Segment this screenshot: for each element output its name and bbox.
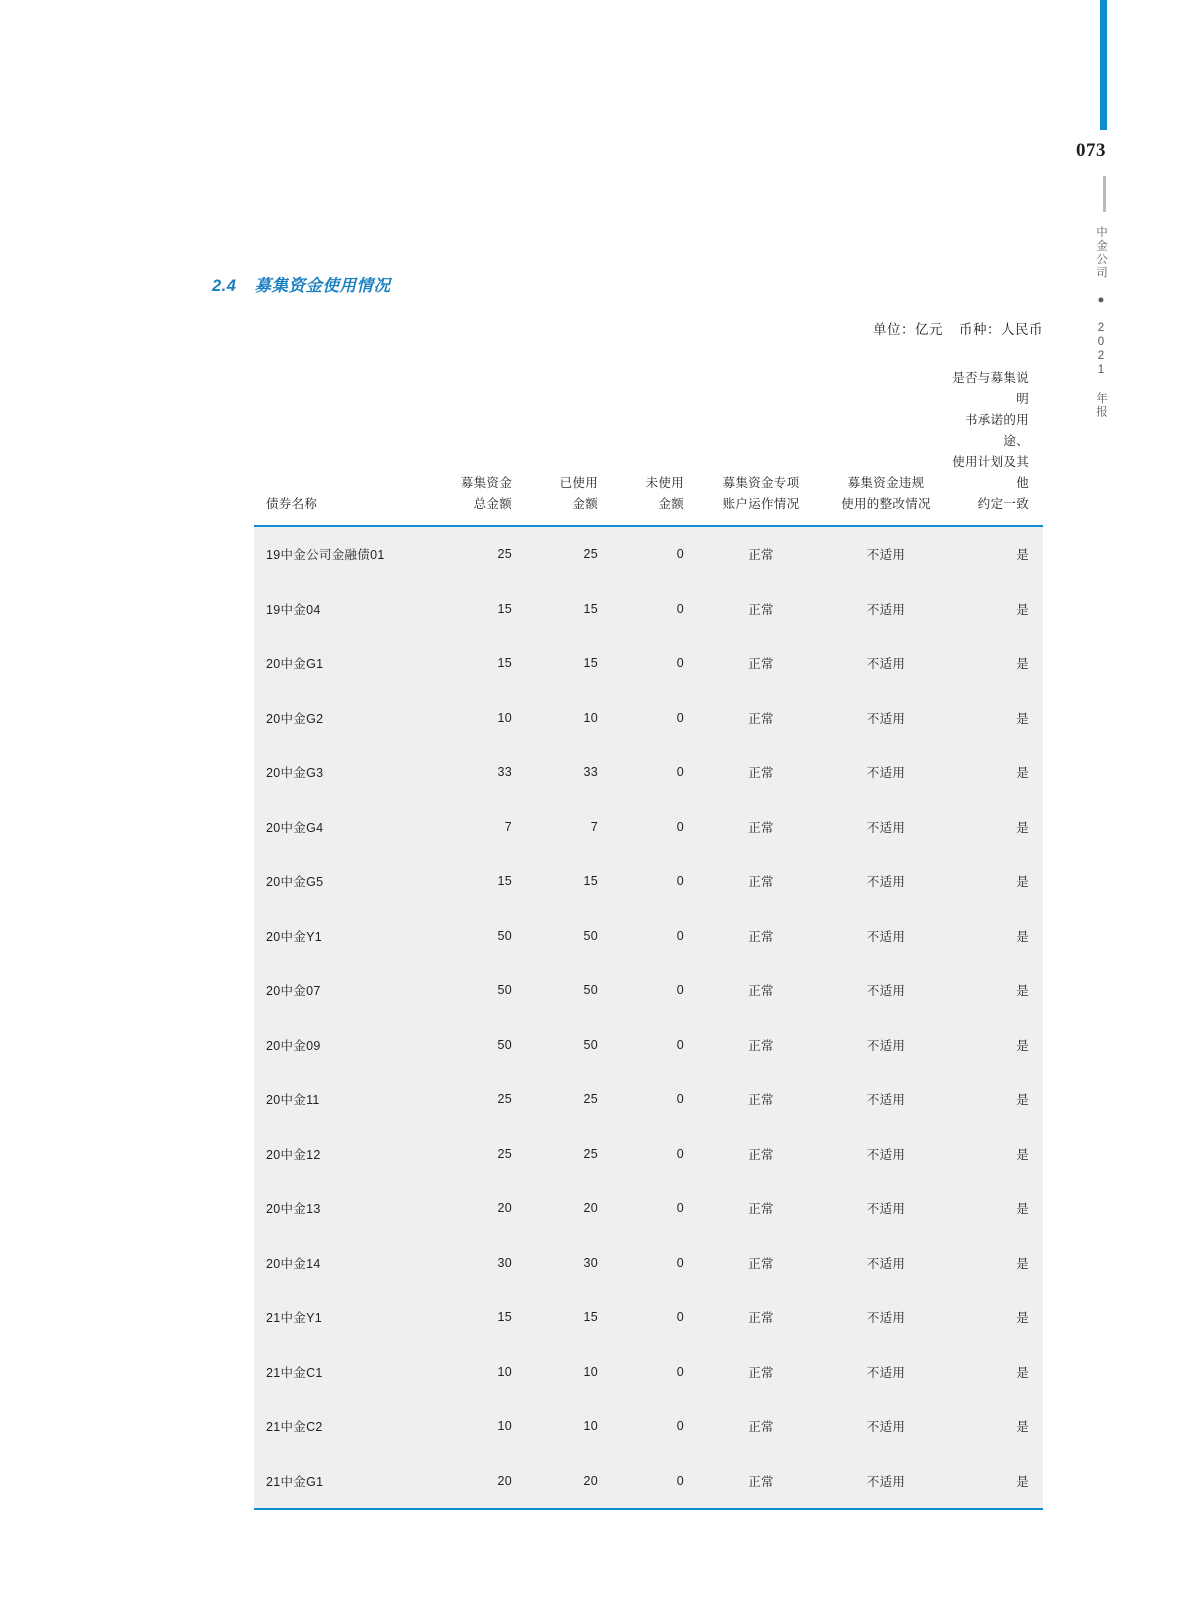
column-header-consistent-line1: 是否与募集说明: [952, 371, 1029, 406]
cell-total-raised: 33: [497, 765, 512, 780]
cell-total-raised: 10: [497, 710, 512, 725]
cell-consistent: 是: [1016, 875, 1029, 890]
cell-unused: 0: [676, 765, 684, 780]
cell-violation-rectify: 不适用: [866, 548, 906, 563]
cell-used: 10: [583, 1419, 598, 1434]
cell-consistent: 是: [1016, 929, 1029, 944]
cell-bond-name: 20中金09: [266, 1038, 321, 1053]
cell-unused: 0: [676, 1092, 684, 1107]
cell-used: 20: [583, 1201, 598, 1216]
table-row: [254, 1018, 1043, 1073]
cell-bond-name: 20中金G1: [266, 657, 324, 672]
cell-total-raised: 15: [497, 1310, 512, 1325]
cell-used: 25: [583, 547, 598, 562]
cell-unused: 0: [676, 656, 684, 671]
cell-unused: 0: [676, 1310, 684, 1325]
cell-violation-rectify: 不适用: [866, 711, 906, 726]
cell-bond-name: 20中金G2: [266, 711, 324, 726]
currency-label: 币种：人民币: [959, 322, 1043, 337]
column-header-account-status-line2: 账户运作情况: [722, 497, 800, 511]
cell-total-raised: 25: [497, 1146, 512, 1161]
cell-account-status: 正常: [748, 602, 774, 617]
column-header-unused: [612, 368, 698, 526]
cell-unused: 0: [676, 1146, 684, 1161]
cell-consistent: 是: [1016, 1420, 1029, 1435]
cell-violation-rectify: 不适用: [866, 1093, 906, 1108]
cell-total-raised: 15: [497, 601, 512, 616]
cell-used: 20: [526, 1454, 612, 1510]
side-note-company: 中金公司: [1095, 226, 1107, 280]
table-row: [254, 526, 1043, 582]
cell-unused: 0: [676, 983, 684, 998]
cell-consistent: 是: [1016, 1365, 1029, 1380]
table-row: [254, 1345, 1043, 1400]
cell-consistent: 是: [948, 1454, 1043, 1510]
cell-unused: 0: [676, 1419, 684, 1434]
cell-total-raised: 10: [497, 1364, 512, 1379]
table-header: [254, 368, 1043, 526]
cell-unused: 0: [676, 710, 684, 725]
cell-bond-name: 20中金12: [266, 1147, 321, 1162]
side-note-year: 2021 年报: [1095, 322, 1107, 419]
cell-used: 33: [583, 765, 598, 780]
cell-account-status: 正常: [698, 1454, 824, 1510]
cell-consistent: 是: [1016, 1038, 1029, 1053]
table-body: [254, 526, 1043, 1509]
column-header-consistent: [948, 368, 1043, 526]
cell-consistent: 是: [1016, 1256, 1029, 1271]
cell-bond-name: 21中金G1: [254, 1454, 430, 1510]
page-edge-rule: [1103, 176, 1106, 212]
cell-account-status: 正常: [748, 548, 774, 563]
table-row: [254, 1290, 1043, 1345]
cell-unused: 0: [676, 1201, 684, 1216]
cell-bond-name: 20中金13: [266, 1202, 321, 1217]
cell-account-status: 正常: [748, 820, 774, 835]
cell-account-status: 正常: [748, 657, 774, 672]
table-row: [254, 636, 1043, 691]
cell-unused: 0: [676, 601, 684, 616]
cell-consistent: 是: [1016, 602, 1029, 617]
column-header-total-raised: [430, 368, 526, 526]
cell-consistent: 是: [1016, 657, 1029, 672]
side-note-separator: ●: [1095, 294, 1107, 308]
table-row: [254, 1072, 1043, 1127]
cell-unused: 0: [676, 1364, 684, 1379]
cell-violation-rectify: 不适用: [866, 1256, 906, 1271]
cell-violation-rectify: 不适用: [866, 1147, 906, 1162]
column-header-used-line2: 金额: [572, 497, 598, 511]
column-header-account-status: [698, 368, 824, 526]
cell-violation-rectify: 不适用: [866, 875, 906, 890]
cell-total-raised: 50: [497, 1037, 512, 1052]
cell-bond-name: 21中金Y1: [266, 1311, 322, 1326]
cell-account-status: 正常: [748, 1038, 774, 1053]
table-row: [254, 1236, 1043, 1291]
cell-account-status: 正常: [748, 1256, 774, 1271]
cell-total-raised: 50: [497, 928, 512, 943]
cell-bond-name: 21中金C1: [266, 1365, 323, 1380]
column-header-violation-rectify: [824, 368, 948, 526]
column-header-violation-line2: 使用的整改情况: [841, 497, 931, 511]
cell-account-status: 正常: [748, 1147, 774, 1162]
cell-consistent: 是: [1016, 820, 1029, 835]
cell-consistent: 是: [1016, 1311, 1029, 1326]
cell-violation-rectify: 不适用: [866, 766, 906, 781]
column-header-bond-name-label: 债券名称: [266, 497, 318, 511]
column-header-total-raised-line1: 募集资金: [460, 476, 512, 490]
cell-consistent: 是: [1016, 1202, 1029, 1217]
table-row: [254, 1181, 1043, 1236]
cell-violation-rectify: 不适用: [866, 984, 906, 999]
cell-bond-name: 20中金07: [266, 984, 321, 999]
table-row: [254, 582, 1043, 637]
cell-account-status: 正常: [748, 1420, 774, 1435]
page-accent-bar: [1100, 0, 1107, 130]
cell-account-status: 正常: [748, 1365, 774, 1380]
cell-total-raised: 15: [497, 874, 512, 889]
cell-unused: 0: [676, 1255, 684, 1270]
unit-label: 单位：亿元: [873, 322, 943, 337]
cell-unused: 0: [676, 1037, 684, 1052]
table-row: [254, 854, 1043, 909]
cell-used: 15: [583, 656, 598, 671]
column-header-bond-name: [254, 368, 430, 526]
table-row: [254, 691, 1043, 746]
column-header-consistent-line4: 约定一致: [977, 497, 1029, 511]
table-row: [254, 963, 1043, 1018]
cell-violation-rectify: 不适用: [866, 1038, 906, 1053]
cell-bond-name: 19中金04: [266, 602, 321, 617]
cell-total-raised: 20: [430, 1454, 526, 1510]
cell-consistent: 是: [1016, 766, 1029, 781]
cell-total-raised: 10: [497, 1419, 512, 1434]
cell-total-raised: 30: [497, 1255, 512, 1270]
column-header-consistent-line3: 使用计划及其他: [952, 455, 1029, 490]
section-heading: [212, 272, 390, 296]
cell-total-raised: 50: [497, 983, 512, 998]
cell-bond-name: 20中金G4: [266, 820, 324, 835]
cell-total-raised: 20: [497, 1201, 512, 1216]
cell-used: 15: [583, 1310, 598, 1325]
cell-bond-name: 19中金公司金融债01: [266, 548, 385, 563]
cell-bond-name: 21中金C2: [266, 1420, 323, 1435]
cell-violation-rectify: 不适用: [824, 1454, 948, 1510]
page-side-note: [1090, 226, 1112, 419]
page-number: 073: [1076, 140, 1106, 161]
cell-bond-name: 20中金Y1: [266, 929, 322, 944]
column-header-used: [526, 368, 612, 526]
cell-violation-rectify: 不适用: [866, 1365, 906, 1380]
cell-account-status: 正常: [748, 1093, 774, 1108]
cell-account-status: 正常: [748, 984, 774, 999]
cell-total-raised: 15: [497, 656, 512, 671]
cell-bond-name: 20中金11: [266, 1093, 320, 1108]
cell-account-status: 正常: [748, 711, 774, 726]
cell-consistent: 是: [1016, 1093, 1029, 1108]
table-row: [254, 1454, 1043, 1510]
cell-bond-name: 20中金G5: [266, 875, 324, 890]
table-row: [254, 745, 1043, 800]
cell-used: 50: [583, 1037, 598, 1052]
cell-unused: 0: [676, 928, 684, 943]
cell-total-raised: 7: [504, 819, 512, 834]
cell-violation-rectify: 不适用: [866, 820, 906, 835]
cell-violation-rectify: 不适用: [866, 602, 906, 617]
column-header-unused-line1: 未使用: [645, 476, 684, 490]
cell-unused: 0: [676, 819, 684, 834]
cell-account-status: 正常: [748, 766, 774, 781]
column-header-total-raised-line2: 总金额: [473, 497, 512, 511]
cell-total-raised: 25: [497, 1092, 512, 1107]
cell-used: 10: [583, 1364, 598, 1379]
cell-consistent: 是: [1016, 1147, 1029, 1162]
cell-used: 25: [583, 1146, 598, 1161]
table-header-row: [254, 368, 1043, 526]
cell-violation-rectify: 不适用: [866, 1420, 906, 1435]
table-row: [254, 800, 1043, 855]
cell-used: 30: [583, 1255, 598, 1270]
cell-violation-rectify: 不适用: [866, 929, 906, 944]
column-header-used-line1: 已使用: [559, 476, 598, 490]
cell-account-status: 正常: [748, 929, 774, 944]
cell-unused: 0: [612, 1454, 698, 1510]
cell-bond-name: 20中金G3: [266, 766, 324, 781]
cell-used: 50: [583, 983, 598, 998]
column-header-consistent-line2: 书承诺的用途、: [964, 413, 1029, 448]
table-row: [254, 1127, 1043, 1182]
table-row: [254, 909, 1043, 964]
cell-bond-name: 20中金14: [266, 1256, 321, 1271]
column-header-unused-line2: 金额: [658, 497, 684, 511]
cell-total-raised: 25: [497, 547, 512, 562]
cell-used: 10: [583, 710, 598, 725]
column-header-account-status-line1: 募集资金专项: [722, 476, 800, 490]
cell-consistent: 是: [1016, 548, 1029, 563]
cell-account-status: 正常: [748, 1202, 774, 1217]
fundraising-usage-table-wrapper: [254, 368, 1043, 1510]
cell-violation-rectify: 不适用: [866, 657, 906, 672]
cell-violation-rectify: 不适用: [866, 1202, 906, 1217]
cell-account-status: 正常: [748, 875, 774, 890]
section-number: 2.4: [212, 277, 237, 295]
cell-used: 15: [583, 874, 598, 889]
cell-used: 7: [590, 819, 598, 834]
unit-currency-note: [0, 318, 1043, 338]
section-title: 募集资金使用情况: [254, 277, 391, 295]
cell-account-status: 正常: [748, 1311, 774, 1326]
cell-used: 25: [583, 1092, 598, 1107]
column-header-violation-line1: 募集资金违规: [847, 476, 925, 490]
cell-unused: 0: [676, 874, 684, 889]
cell-consistent: 是: [1016, 984, 1029, 999]
cell-unused: 0: [676, 547, 684, 562]
cell-used: 50: [583, 928, 598, 943]
table-row: [254, 1399, 1043, 1454]
cell-consistent: 是: [1016, 711, 1029, 726]
cell-used: 15: [583, 601, 598, 616]
cell-violation-rectify: 不适用: [866, 1311, 906, 1326]
fundraising-usage-table: [254, 368, 1043, 1510]
